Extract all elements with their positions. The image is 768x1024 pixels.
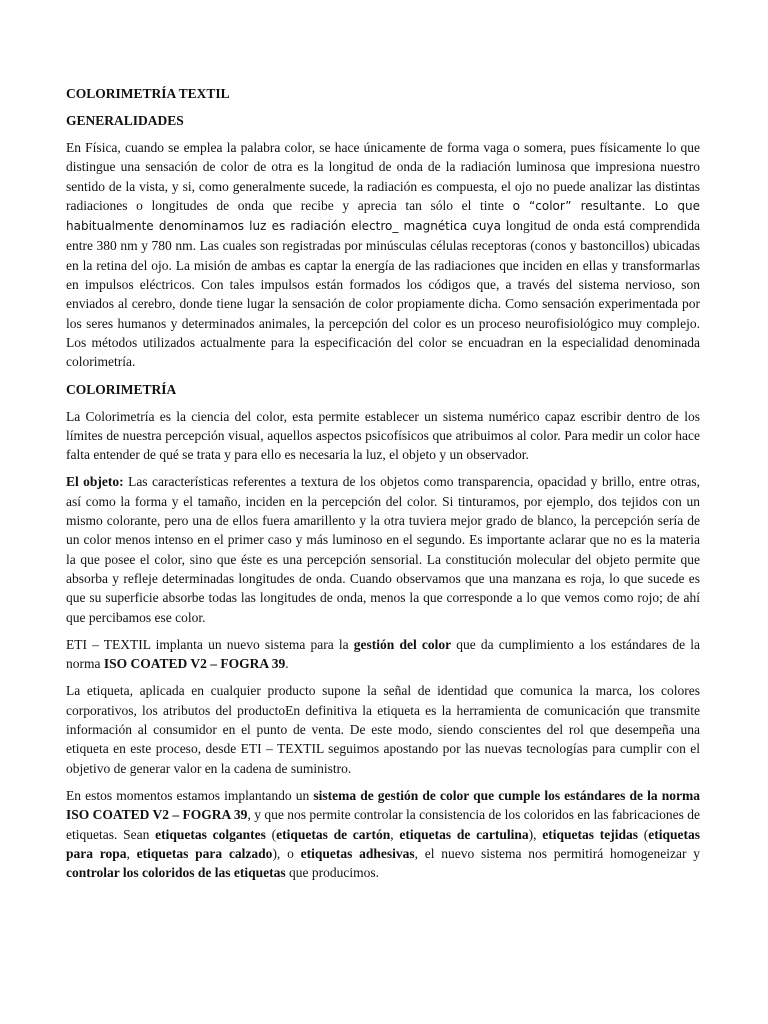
paragraph-text: que producimos. <box>285 865 379 881</box>
paragraph-text: ( <box>265 826 277 842</box>
paragraph-text: En estos momentos estamos implantando un <box>66 787 314 803</box>
paragraph-el-objeto <box>66 472 700 626</box>
bold-term: etiquetas de cartón <box>276 826 391 842</box>
paragraph-text: ETI – TEXTIL implanta un nuevo sistema para la <box>66 636 354 652</box>
paragraph-eti-textil <box>66 635 700 674</box>
bold-term: etiquetas adhesivas <box>300 845 415 861</box>
paragraph-colorimetria-definition: La Colorimetría es la ciencia del color, esta permite establecer un sistema numérico capaz escribir dentro de los límites de nuestra percepción visual, aquellos aspectos psicofísicos que atribuimos al color. Para medir un color hace falta entender de qué se trata y para ello es necesaria la luz, el objeto y un observador. <box>66 408 700 463</box>
bold-term: ISO COATED V2 – FOGRA 39 <box>103 656 286 672</box>
el-objeto-label: El objeto: <box>66 474 124 490</box>
section-heading-generalidades: GENERALIDADES <box>66 113 184 128</box>
bold-term: gestión del color <box>353 636 452 652</box>
paragraph-text: ( <box>638 826 649 842</box>
bold-term: sistema de gestión de color que cumple los estándares de la norma ISO COATED V2 – FOGRA 39 <box>66 787 700 823</box>
paragraph-text: que da cumplimiento a los estándares de la norma <box>66 636 700 672</box>
bold-term: etiquetas tejidas <box>542 826 639 842</box>
bold-term: controlar los coloridos de las etiquetas <box>66 865 286 881</box>
paragraph-text: , <box>390 826 400 842</box>
paragraph-text: longitud de onda está comprendida entre 380 nm y 780 nm. Las cuales son registradas por minúsculas células receptoras (conos y bastoncillos) ubicadas en la retina del ojo. La misión de ambas es captar la energía de las radiaciones que inciden en ellas y transformarlas en impulsos eléctricos. Con tales impulsos están formados los códigos que, a través del sistema nervioso, son enviados al cerebro, donde tiene lugar la sensación de color propiamente dicha. Como sensación experimentada por los seres humanos y determinados animales, la percepción del color es un proceso neurofisiológico muy complejo. Los métodos utilizados actualmente para la especificación del color se encuadran en la especialidad denominada colorimetría. <box>66 218 701 370</box>
paragraph-text: , y que nos permite controlar la consistencia de los coloridos en las fabricaciones de etiquetas. Sean <box>66 807 700 842</box>
paragraph-generalidades <box>66 138 700 372</box>
bold-term: etiquetas para ropa <box>66 826 701 861</box>
document-page <box>66 84 700 882</box>
bold-term: etiquetas de cartulina <box>399 826 529 842</box>
paragraph-text: , <box>126 845 137 861</box>
paragraph-etiqueta: La etiqueta, aplicada en cualquier producto supone la señal de identidad que comunica la marca, los colores corporativos, los atributos del productoEn definitiva la etiqueta es la herramienta de comunicación que transmite información al consumidor en el punto de venta. De este modo, siendo conscientes del rol que desempeña una etiqueta en este proceso, desde ETI – TEXTIL seguimos apostando por las nuevas tecnologías para cumplir con el objetivo de generar valor en la cadena de suministro. <box>66 683 700 776</box>
section-heading-colorimetria: COLORIMETRÍA <box>66 381 177 397</box>
paragraph-text: . <box>285 656 289 672</box>
paragraph-text: En Física, cuando se emplea la palabra color, se hace únicamente de forma vaga o somera, pues físicamente lo que distingue una sensación de color de otra es la longitud de onda de la radiación luminosa que impresiona nuestro sentido de la vista, y si, como generalmente sucede, la radiación es compuesta, el ojo no puede analizar las distintas radiaciones o longitudes de onda que recibe y aprecia tan sólo el tinte <box>66 140 700 213</box>
bold-term: etiquetas colgantes <box>155 826 266 842</box>
bold-term: etiquetas para calzado <box>136 845 273 861</box>
document-title: COLORIMETRÍA TEXTIL <box>66 86 230 101</box>
paragraph-text: , el nuevo sistema nos permitirá homogeneizar y <box>414 845 701 861</box>
paragraph-text-mono: o “color” resultante. Lo que habitualmente denominamos luz es radiación electro_ magnética cuya <box>66 198 700 234</box>
paragraph-text: Las características referentes a textura de los objetos como transparencia, opacidad y brillo, entre otras, así como la forma y el tamaño, inciden en la percepción del color. Si tinturamos, por ejemplo, dos tejidos con un mismo colorante, pero una de ellos fuera amarillento y la otra tuviera mejor grado de blanco, la percepción sería de un color menos intenso en el primer caso y más luminoso en el segundo. Es importante aclarar que no es la materia la que posee el color, sino que éste es una percepción sensorial. La constitución molecular del objeto permite que absorba y refleje determinadas longitudes de onda. Cuando observamos que una manzana es roja, lo que sucede es que su superficie absorbe todas las longitudes de onda, menos la que corresponde a lo que vemos como rojo; de ahí que percibamos ese color. <box>66 474 700 625</box>
paragraph-text: ), o <box>272 845 301 861</box>
paragraph-text: ), <box>528 826 543 842</box>
paragraph-implantando <box>66 786 700 882</box>
